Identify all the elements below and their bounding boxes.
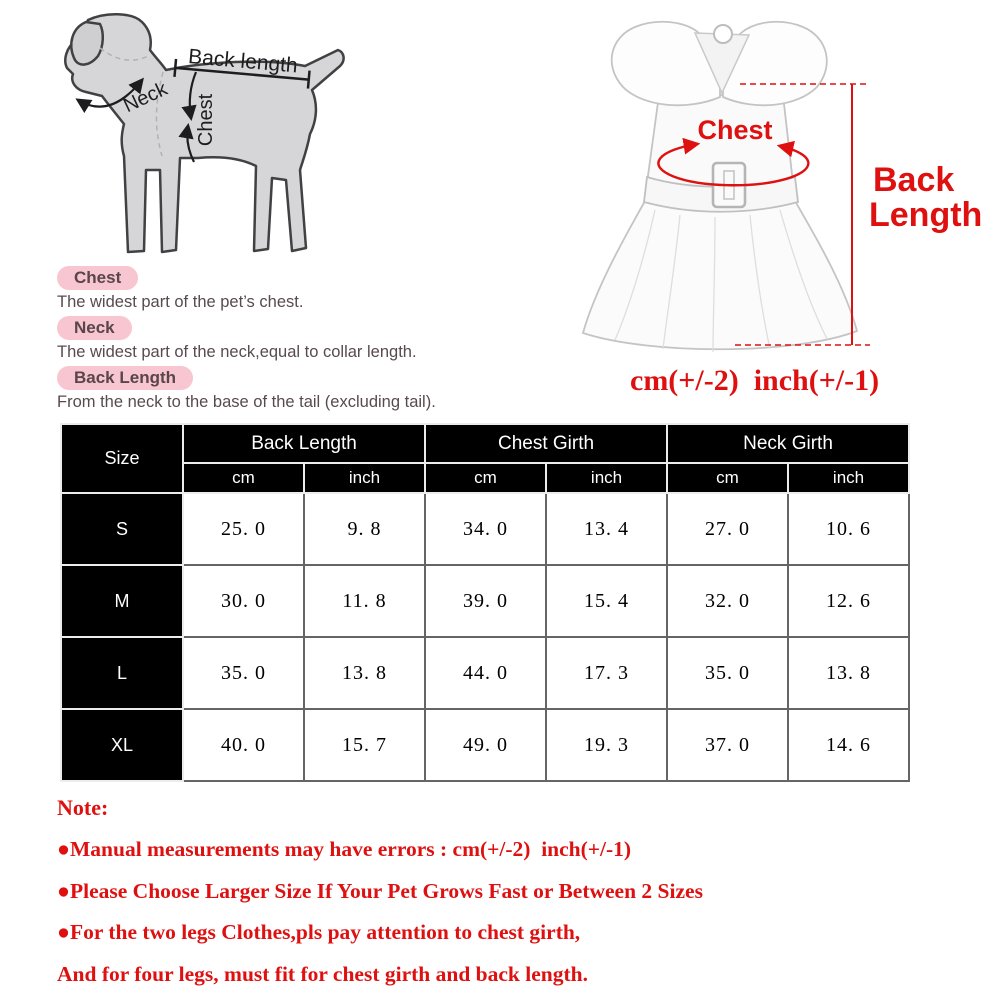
guide-pill-back-length: Back Length bbox=[57, 366, 193, 390]
table-group-header-row bbox=[61, 424, 909, 463]
table-row-xl bbox=[61, 709, 909, 781]
guide-desc-chest: The widest part of the pet’s chest. bbox=[57, 293, 304, 311]
note-line: ●Manual measurements may have errors : cm(+/-2) inch(+/-1) bbox=[57, 837, 632, 861]
size-table bbox=[60, 423, 910, 782]
unit-header: inch bbox=[546, 463, 667, 493]
table-row-s bbox=[61, 493, 909, 565]
table-cell: 35. 0 bbox=[667, 637, 788, 709]
unit-header: inch bbox=[788, 463, 909, 493]
table-unit-header-row bbox=[61, 463, 909, 493]
unit-header: cm bbox=[425, 463, 546, 493]
table-cell: 40. 0 bbox=[183, 709, 304, 781]
col-header-chest-girth: Chest Girth bbox=[425, 424, 667, 463]
table-cell: 10. 6 bbox=[788, 493, 909, 565]
guide-item-chest bbox=[57, 266, 577, 312]
table-cell: 15. 4 bbox=[546, 565, 667, 637]
table-cell: 15. 7 bbox=[304, 709, 425, 781]
table-cell: 13. 8 bbox=[304, 637, 425, 709]
size-label: S bbox=[61, 493, 183, 565]
table-cell: 17. 3 bbox=[546, 637, 667, 709]
table-cell: 39. 0 bbox=[425, 565, 546, 637]
notes-title: Note: bbox=[57, 795, 109, 820]
tolerance-note: cm(+/-2) inch(+/-1) bbox=[630, 364, 880, 397]
dress-back-length-label-line1: Back bbox=[873, 161, 955, 199]
table-cell: 9. 8 bbox=[304, 493, 425, 565]
unit-header: cm bbox=[667, 463, 788, 493]
note-line: ●Please Choose Larger Size If Your Pet Grows Fast or Between 2 Sizes bbox=[57, 878, 703, 903]
dress-back-length-label-line2: Length bbox=[869, 196, 983, 234]
table-row-l bbox=[61, 637, 909, 709]
table-cell: 19. 3 bbox=[546, 709, 667, 781]
unit-header: cm bbox=[183, 463, 304, 493]
size-label: L bbox=[61, 637, 183, 709]
note-line: ●For the two legs Clothes,pls pay attention to chest girth, bbox=[57, 920, 581, 944]
table-row-m bbox=[61, 565, 909, 637]
note-line: And for four legs, must fit for chest girth and back length. bbox=[57, 961, 588, 986]
table-cell: 35. 0 bbox=[183, 637, 304, 709]
table-cell: 34. 0 bbox=[425, 493, 546, 565]
guide-item-neck bbox=[57, 316, 577, 362]
notes-section bbox=[57, 795, 957, 1000]
guide-pill-neck: Neck bbox=[57, 316, 132, 340]
dress-skirt bbox=[583, 201, 857, 349]
table-cell: 32. 0 bbox=[667, 565, 788, 637]
dog-measurement-diagram bbox=[20, 8, 365, 270]
table-cell: 13. 8 bbox=[788, 637, 909, 709]
table-cell: 13. 4 bbox=[546, 493, 667, 565]
col-header-back-length: Back Length bbox=[183, 424, 425, 463]
size-label: M bbox=[61, 565, 183, 637]
dog-back-length-label: Back length bbox=[187, 45, 299, 78]
collar-button bbox=[714, 25, 732, 43]
dress-chest-label: Chest bbox=[697, 115, 773, 145]
size-label: XL bbox=[61, 709, 183, 781]
guide-pill-chest: Chest bbox=[57, 266, 138, 290]
table-cell: 49. 0 bbox=[425, 709, 546, 781]
table-cell: 37. 0 bbox=[667, 709, 788, 781]
guide-desc-back-length: From the neck to the base of the tail (excluding tail). bbox=[57, 393, 436, 411]
table-cell: 11. 8 bbox=[304, 565, 425, 637]
table-cell: 25. 0 bbox=[183, 493, 304, 565]
table-cell: 27. 0 bbox=[667, 493, 788, 565]
table-cell: 44. 0 bbox=[425, 637, 546, 709]
dog-neck-label: Neck bbox=[120, 77, 171, 118]
col-header-size: Size bbox=[61, 424, 183, 493]
dog-chest-label: Chest bbox=[195, 93, 217, 147]
table-cell: 14. 6 bbox=[788, 709, 909, 781]
col-header-neck-girth: Neck Girth bbox=[667, 424, 909, 463]
table-cell: 30. 0 bbox=[183, 565, 304, 637]
unit-header: inch bbox=[304, 463, 425, 493]
guide-desc-neck: The widest part of the neck,equal to collar length. bbox=[57, 343, 417, 361]
guide-item-back-length bbox=[57, 366, 577, 412]
table-cell: 12. 6 bbox=[788, 565, 909, 637]
dress-measurement-diagram bbox=[555, 5, 1000, 367]
